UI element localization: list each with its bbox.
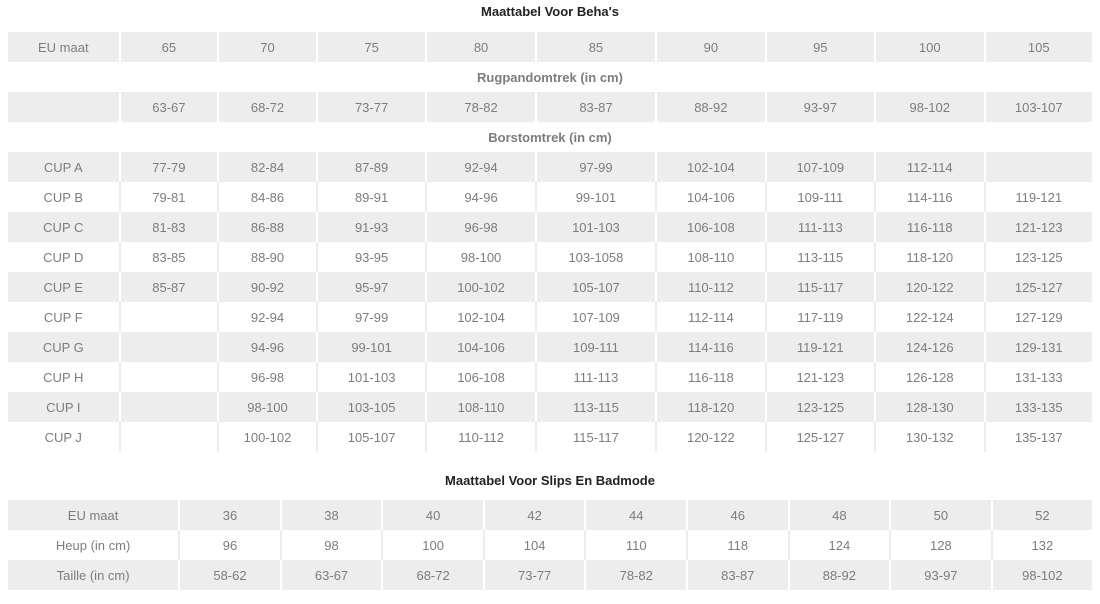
value-cell: 116-118 xyxy=(874,212,983,242)
bra-size-table xyxy=(8,32,1092,452)
value-cell: 132 xyxy=(991,530,1092,560)
table-row xyxy=(8,530,1092,560)
value-cell: 108-110 xyxy=(655,242,764,272)
value-cell: 102-104 xyxy=(655,152,764,182)
section-header-cell: Rugpandomtrek (in cm) xyxy=(8,62,1092,92)
value-cell: 113-115 xyxy=(765,242,874,272)
table-row xyxy=(8,32,1092,62)
value-cell: 96-98 xyxy=(217,362,316,392)
value-cell xyxy=(119,362,218,392)
value-cell: 105-107 xyxy=(316,422,425,452)
value-cell: 121-123 xyxy=(765,362,874,392)
value-cell: 104-106 xyxy=(425,332,534,362)
value-cell: 99-101 xyxy=(535,182,655,212)
value-cell: 36 xyxy=(178,500,280,530)
table-row xyxy=(8,152,1092,182)
value-cell: 107-109 xyxy=(535,302,655,332)
value-cell: 103-1058 xyxy=(535,242,655,272)
row-label-cell: CUP A xyxy=(8,152,119,182)
value-cell: 115-117 xyxy=(765,272,874,302)
row-label-cell: CUP G xyxy=(8,332,119,362)
value-cell: 122-124 xyxy=(874,302,983,332)
value-cell: 98-100 xyxy=(217,392,316,422)
value-cell: 84-86 xyxy=(217,182,316,212)
value-cell: 119-121 xyxy=(984,182,1093,212)
value-cell: 127-129 xyxy=(984,302,1093,332)
value-cell: 125-127 xyxy=(765,422,874,452)
value-cell: 116-118 xyxy=(655,362,764,392)
value-cell: 52 xyxy=(991,500,1092,530)
value-cell: 121-123 xyxy=(984,212,1093,242)
value-cell: 109-111 xyxy=(765,182,874,212)
value-cell: 107-109 xyxy=(765,152,874,182)
value-cell: 115-117 xyxy=(535,422,655,452)
value-cell: 118 xyxy=(686,530,788,560)
value-cell: 110-112 xyxy=(655,272,764,302)
value-cell: 96 xyxy=(178,530,280,560)
value-cell xyxy=(119,392,218,422)
value-cell: 81-83 xyxy=(119,212,218,242)
value-cell: 94-96 xyxy=(425,182,534,212)
value-cell: 110 xyxy=(584,530,686,560)
value-cell: 104 xyxy=(483,530,585,560)
row-label-cell: EU maat xyxy=(8,32,119,62)
briefs-table-body xyxy=(8,500,1092,590)
value-cell: 40 xyxy=(381,500,483,530)
value-cell: 103-105 xyxy=(316,392,425,422)
value-cell: 95-97 xyxy=(316,272,425,302)
value-cell: 88-90 xyxy=(217,242,316,272)
value-cell: 99-101 xyxy=(316,332,425,362)
value-cell: 90-92 xyxy=(217,272,316,302)
value-cell: 101-103 xyxy=(535,212,655,242)
value-cell: 128 xyxy=(889,530,991,560)
value-cell: 85 xyxy=(535,32,655,62)
table-row xyxy=(8,362,1092,392)
value-cell: 79-81 xyxy=(119,182,218,212)
value-cell: 78-82 xyxy=(584,560,686,590)
value-cell: 77-79 xyxy=(119,152,218,182)
section-row xyxy=(8,122,1092,152)
value-cell: 92-94 xyxy=(425,152,534,182)
value-cell: 112-114 xyxy=(874,152,983,182)
value-cell: 93-97 xyxy=(889,560,991,590)
value-cell xyxy=(119,302,218,332)
value-cell: 44 xyxy=(584,500,686,530)
value-cell xyxy=(119,332,218,362)
value-cell: 101-103 xyxy=(316,362,425,392)
section-row xyxy=(8,62,1092,92)
value-cell: 89-91 xyxy=(316,182,425,212)
row-label-cell: CUP J xyxy=(8,422,119,452)
row-label-cell: CUP C xyxy=(8,212,119,242)
value-cell: 48 xyxy=(788,500,890,530)
value-cell: 108-110 xyxy=(425,392,534,422)
value-cell: 97-99 xyxy=(316,302,425,332)
value-cell: 80 xyxy=(425,32,534,62)
value-cell: 93-97 xyxy=(765,92,874,122)
value-cell: 113-115 xyxy=(535,392,655,422)
row-label-cell: CUP H xyxy=(8,362,119,392)
value-cell: 111-113 xyxy=(765,212,874,242)
value-cell: 105-107 xyxy=(535,272,655,302)
table-row xyxy=(8,560,1092,590)
value-cell: 117-119 xyxy=(765,302,874,332)
table-row xyxy=(8,242,1092,272)
value-cell: 110-112 xyxy=(425,422,534,452)
value-cell: 112-114 xyxy=(655,302,764,332)
value-cell: 98-102 xyxy=(874,92,983,122)
table-row xyxy=(8,392,1092,422)
value-cell xyxy=(119,422,218,452)
value-cell: 106-108 xyxy=(425,362,534,392)
value-cell: 68-72 xyxy=(381,560,483,590)
table-row xyxy=(8,212,1092,242)
value-cell: 123-125 xyxy=(984,242,1093,272)
value-cell: 83-87 xyxy=(535,92,655,122)
value-cell: 97-99 xyxy=(535,152,655,182)
table-row xyxy=(8,92,1092,122)
value-cell: 104-106 xyxy=(655,182,764,212)
row-label-cell: CUP I xyxy=(8,392,119,422)
value-cell: 100-102 xyxy=(425,272,534,302)
value-cell: 38 xyxy=(280,500,382,530)
value-cell: 128-130 xyxy=(874,392,983,422)
value-cell: 58-62 xyxy=(178,560,280,590)
value-cell: 120-122 xyxy=(655,422,764,452)
value-cell: 92-94 xyxy=(217,302,316,332)
row-label-cell: CUP E xyxy=(8,272,119,302)
value-cell: 98 xyxy=(280,530,382,560)
value-cell: 85-87 xyxy=(119,272,218,302)
value-cell: 96-98 xyxy=(425,212,534,242)
value-cell: 88-92 xyxy=(655,92,764,122)
value-cell: 98-102 xyxy=(991,560,1092,590)
value-cell: 68-72 xyxy=(217,92,316,122)
bra-table-body xyxy=(8,32,1092,452)
value-cell: 65 xyxy=(119,32,218,62)
value-cell: 114-116 xyxy=(655,332,764,362)
value-cell: 93-95 xyxy=(316,242,425,272)
value-cell: 125-127 xyxy=(984,272,1093,302)
value-cell: 86-88 xyxy=(217,212,316,242)
briefs-size-table xyxy=(8,500,1092,590)
value-cell: 129-131 xyxy=(984,332,1093,362)
value-cell: 63-67 xyxy=(280,560,382,590)
value-cell: 102-104 xyxy=(425,302,534,332)
value-cell: 133-135 xyxy=(984,392,1093,422)
row-label-cell: CUP B xyxy=(8,182,119,212)
value-cell: 118-120 xyxy=(655,392,764,422)
value-cell: 124-126 xyxy=(874,332,983,362)
value-cell: 82-84 xyxy=(217,152,316,182)
row-label-cell: CUP D xyxy=(8,242,119,272)
value-cell: 106-108 xyxy=(655,212,764,242)
value-cell: 103-107 xyxy=(984,92,1093,122)
value-cell: 100-102 xyxy=(217,422,316,452)
value-cell: 95 xyxy=(765,32,874,62)
row-label-cell: CUP F xyxy=(8,302,119,332)
value-cell: 50 xyxy=(889,500,991,530)
value-cell: 100 xyxy=(874,32,983,62)
table-row xyxy=(8,272,1092,302)
value-cell: 118-120 xyxy=(874,242,983,272)
value-cell: 73-77 xyxy=(483,560,585,590)
value-cell: 135-137 xyxy=(984,422,1093,452)
value-cell: 126-128 xyxy=(874,362,983,392)
value-cell: 46 xyxy=(686,500,788,530)
value-cell: 114-116 xyxy=(874,182,983,212)
row-label-cell: Taille (in cm) xyxy=(8,560,178,590)
table-row xyxy=(8,182,1092,212)
value-cell: 78-82 xyxy=(425,92,534,122)
section-header-cell: Borstomtrek (in cm) xyxy=(8,122,1092,152)
value-cell: 70 xyxy=(217,32,316,62)
value-cell: 88-92 xyxy=(788,560,890,590)
value-cell: 105 xyxy=(984,32,1093,62)
value-cell: 63-67 xyxy=(119,92,218,122)
value-cell: 42 xyxy=(483,500,585,530)
value-cell xyxy=(984,152,1093,182)
row-label-cell: Heup (in cm) xyxy=(8,530,178,560)
value-cell: 123-125 xyxy=(765,392,874,422)
row-label-cell xyxy=(8,92,119,122)
value-cell: 130-132 xyxy=(874,422,983,452)
value-cell: 124 xyxy=(788,530,890,560)
value-cell: 100 xyxy=(381,530,483,560)
value-cell: 91-93 xyxy=(316,212,425,242)
briefs-chart-title: Maattabel Voor Slips En Badmode xyxy=(445,473,655,488)
value-cell: 73-77 xyxy=(316,92,425,122)
row-label-cell: EU maat xyxy=(8,500,178,530)
value-cell: 90 xyxy=(655,32,764,62)
value-cell: 109-111 xyxy=(535,332,655,362)
value-cell: 98-100 xyxy=(425,242,534,272)
value-cell: 83-87 xyxy=(686,560,788,590)
value-cell: 131-133 xyxy=(984,362,1093,392)
bra-chart-title: Maattabel Voor Beha's xyxy=(481,4,619,19)
table-row xyxy=(8,302,1092,332)
value-cell: 119-121 xyxy=(765,332,874,362)
value-cell: 120-122 xyxy=(874,272,983,302)
value-cell: 111-113 xyxy=(535,362,655,392)
value-cell: 87-89 xyxy=(316,152,425,182)
value-cell: 75 xyxy=(316,32,425,62)
table-row xyxy=(8,422,1092,452)
value-cell: 83-85 xyxy=(119,242,218,272)
table-row xyxy=(8,500,1092,530)
value-cell: 94-96 xyxy=(217,332,316,362)
table-row xyxy=(8,332,1092,362)
